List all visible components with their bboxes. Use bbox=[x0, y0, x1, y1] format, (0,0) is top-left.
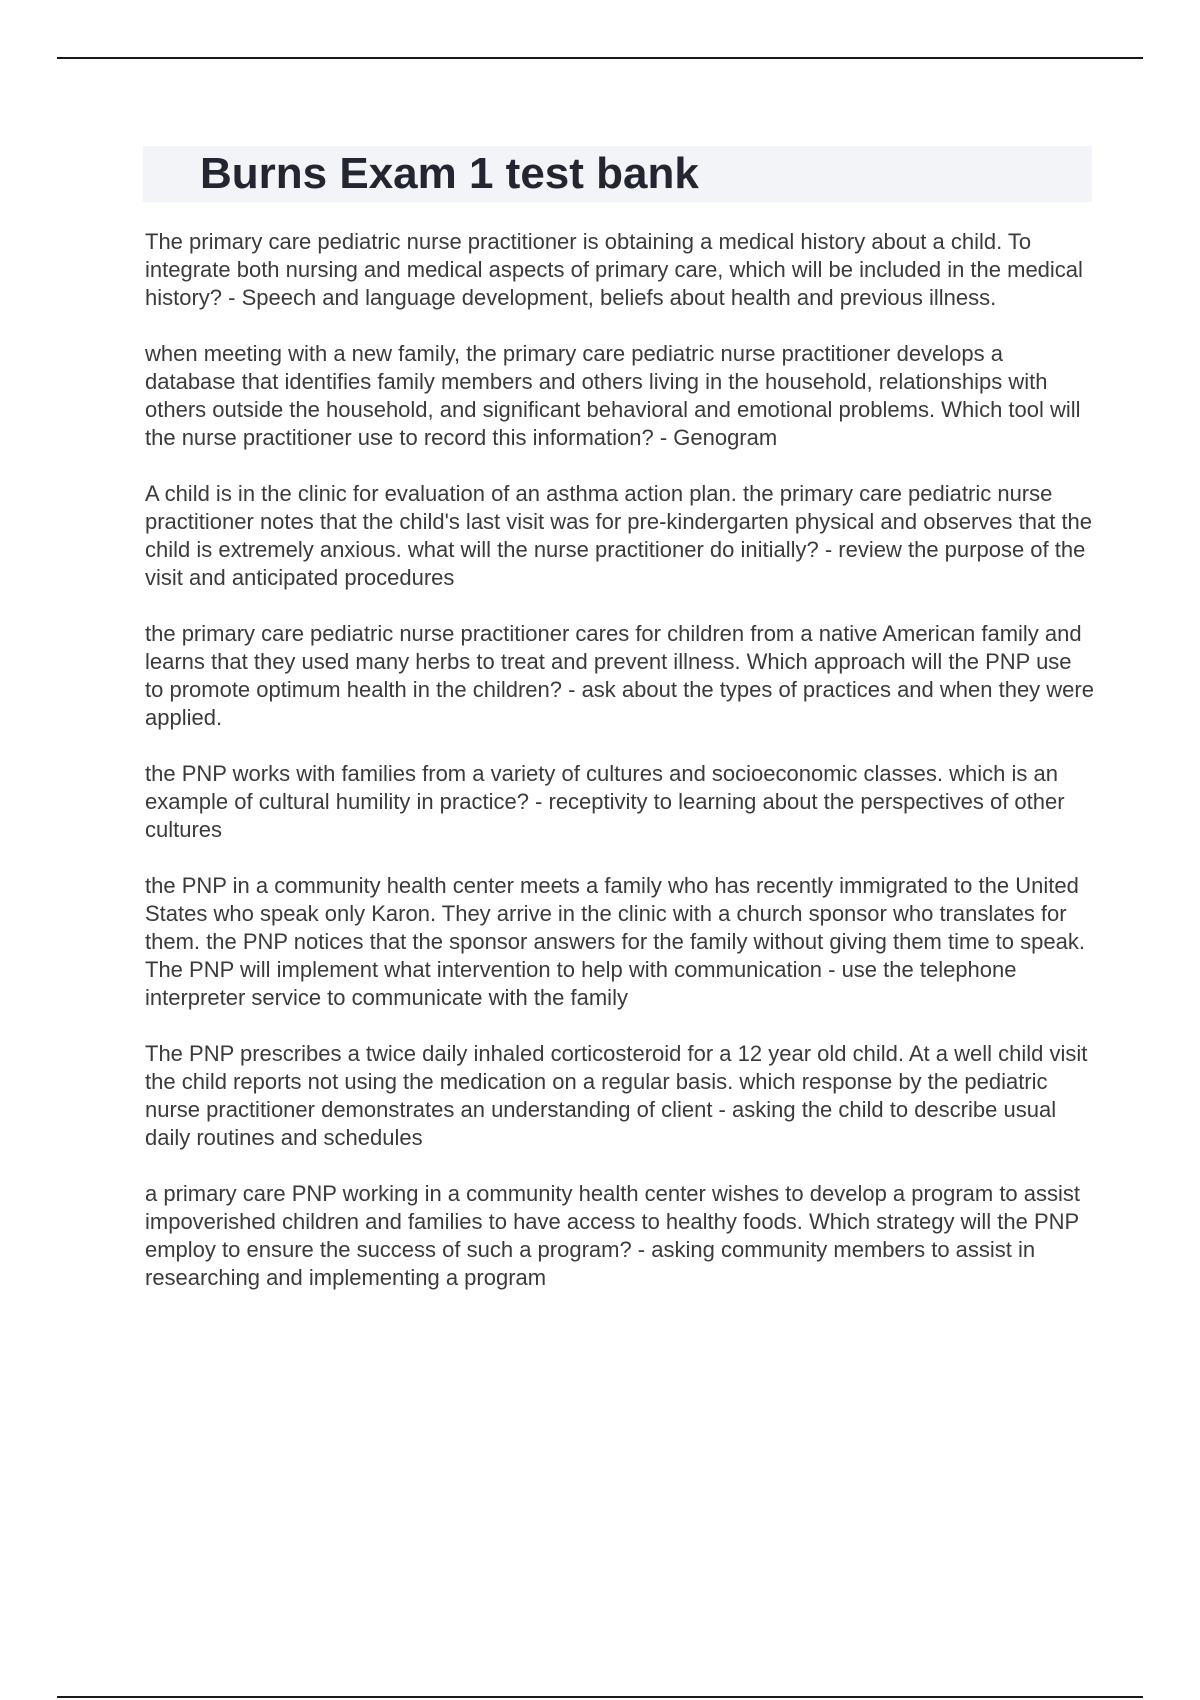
qa-item-1: The primary care pediatric nurse practitioner is obtaining a medical history about a child. To integrate both nursing and medical aspects of primary care, which will be included in the medical history? - Speech and language development, beliefs about health and previous illness. bbox=[145, 229, 1083, 310]
qa-item-8: a primary care PNP working in a community health center wishes to develop a program to assist impoverished children and families to have access to healthy foods. Which strategy will the PNP employ to ensure the success of such a program? - asking community members to assist in researching and implementing a program bbox=[145, 1181, 1081, 1290]
qa-item-3: A child is in the clinic for evaluation of an asthma action plan. the primary care pediatric nurse practitioner notes that the child's last visit was for pre-kindergarten physical and observes that the child is extremely anxious. what will the nurse practitioner do initially? - review the purpose of the visit and anticipated procedures bbox=[145, 481, 1093, 590]
qa-item-5: the PNP works with families from a variety of cultures and socioeconomic classes. which is an example of cultural humility in practice? - receptivity to learning about the perspectives of other cultures bbox=[145, 761, 1065, 842]
qa-list bbox=[145, 228, 1095, 1320]
document-title: Burns Exam 1 test bank bbox=[200, 149, 699, 198]
qa-item-7: The PNP prescribes a twice daily inhaled corticosteroid for a 12 year old child. At a well child visit the child reports not using the medication on a regular basis. which response by the pediatric nurse practitioner demonstrates an understanding of client - asking the child to describe usual daily routines and schedules bbox=[145, 1041, 1088, 1150]
bottom-rule bbox=[57, 1696, 1143, 1698]
qa-item-2: when meeting with a new family, the primary care pediatric nurse practitioner develops a database that identifies family members and others living in the household, relationships with others outside the household, and significant behavioral and emotional problems. Which tool will the nurse practitioner use to record this information? - Genogram bbox=[145, 341, 1081, 450]
top-rule bbox=[57, 57, 1143, 59]
qa-item-4: the primary care pediatric nurse practitioner cares for children from a native American family and learns that they used many herbs to treat and prevent illness. Which approach will the PNP use to promote optimum health in the children? - ask about the types of practices and when they were applied. bbox=[145, 621, 1094, 730]
qa-item-6: the PNP in a community health center meets a family who has recently immigrated to the United States who speak only Karon. They arrive in the clinic with a church sponsor who translates for them. the PNP notices that the sponsor answers for the family without giving them time to speak. The PNP will implement what intervention to help with communication - use the telephone interpreter service to communicate with the family bbox=[145, 873, 1085, 1010]
